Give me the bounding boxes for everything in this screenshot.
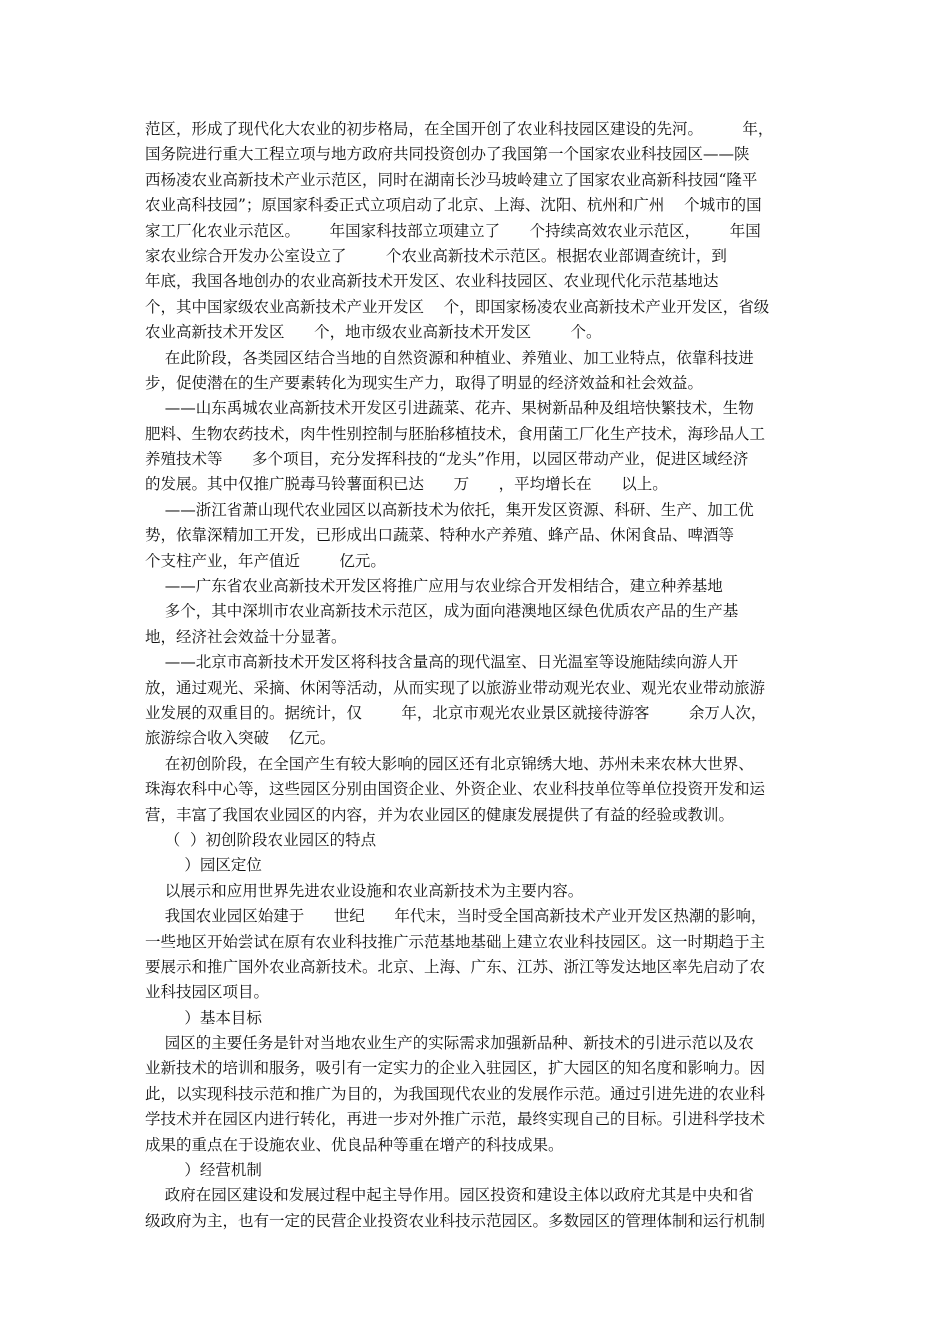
text-line: 个，其中国家级农业高新技术产业开发区 个，即国家杨凌农业高新技术产业开发区，省级 xyxy=(145,297,770,316)
text-line: 政府在园区建设和发展过程中起主导作用。园区投资和建设主体以政府尤其是中央和省 xyxy=(145,1186,754,1205)
text-line: 的发展。其中仅推广脱毒马铃薯面积已达 万 ，平均增长在 以上。 xyxy=(145,475,668,494)
text-line: 要展示和推广国外农业高新技术。北京、上海、广东、江苏、浙江等发达地区率先启动了农 xyxy=(145,957,766,976)
text-line: 范区，形成了现代化大农业的初步格局，在全国开创了农业科技园区建设的先河。 年， xyxy=(145,120,774,138)
body-text xyxy=(145,117,805,1234)
text-line: 一些地区开始尝试在原有农业科技推广示范基地基础上建立农业科技园区。这一时期趋于主 xyxy=(145,932,766,951)
text-line: 农业高新技术开发区 个，地市级农业高新技术开发区 个。 xyxy=(145,323,602,342)
text-line: 放，通过观光、采摘、休闲等活动，从而实现了以旅游业带动观光农业、观光农业带动旅游 xyxy=(145,678,766,697)
text-line: 我国农业园区始建于 世纪 年代末，当时受全国高新技术产业开发区热潮的影响， xyxy=(145,907,767,926)
text-line: 家农业综合开发办公室设立了 个农业高新技术示范区。根据农业部调查统计，到 xyxy=(145,246,727,265)
text-line: 地，经济社会效益十分显著。 xyxy=(145,627,347,646)
text-line: ——山东禹城农业高新技术开发区引进蔬菜、花卉、果树新品种及组培快繁技术，生物 xyxy=(145,399,754,418)
text-line: 业发展的双重目的。据统计，仅 年，北京市观光农业景区就接待游客 余万人次， xyxy=(145,703,767,722)
text-line: 业科技园区项目。 xyxy=(145,983,270,1002)
subsection-heading: ）基本目标 xyxy=(145,1008,262,1027)
section-heading: （ ）初创阶段农业园区的特点 xyxy=(145,830,377,849)
text-line: 步，促使潜在的生产要素转化为现实生产力，取得了明显的经济效益和社会效益。 xyxy=(145,373,704,392)
text-line: 成果的重点在于设施农业、优良品种等重在增产的科技成果。 xyxy=(145,1135,564,1154)
text-line: 多个，其中深圳市农业高新技术示范区，成为面向港澳地区绿色优质农产品的生产基 xyxy=(145,602,739,621)
text-line: 学技术并在园区内进行转化，再进一步对外推广示范，最终实现自己的目标。引进科学技术 xyxy=(145,1110,766,1129)
text-line: 珠海农科中心等，这些园区分别由国资企业、外资企业、农业科技单位等单位投资开发和运 xyxy=(145,780,766,799)
text-line: 家工厂化农业示范区。 年国家科技部立项建立了 个持续高效农业示范区， 年国 xyxy=(145,221,761,240)
text-line: 营，丰富了我国农业园区的内容，并为农业园区的健康发展提供了有益的经验或教训。 xyxy=(145,805,735,824)
text-line: 肥料、生物农药技术，肉牛性别控制与胚胎移植技术，食用菌工厂化生产技术，海珍品人工 xyxy=(145,424,766,443)
text-line: 旅游综合收入突破 亿元。 xyxy=(145,729,336,748)
text-line: 在初创阶段，在全国产生有较大影响的园区还有北京锦绣大地、苏州未来农林大世界、 xyxy=(145,754,754,773)
text-line: 年底，我国各地创办的农业高新技术开发区、农业科技园区、农业现代化示范基地达 xyxy=(145,272,719,291)
text-line: 个支柱产业，年产值近 亿元。 xyxy=(145,551,386,570)
text-line: 势，依靠深精加工开发，已形成出口蔬菜、特种水产养殖、蜂产品、休闲食品、啤酒等 xyxy=(145,526,735,545)
text-line: 业新技术的培训和服务，吸引有一定实力的企业入驻园区，扩大园区的知名度和影响力。因 xyxy=(145,1059,766,1078)
text-line: ——浙江省萧山现代农业园区以高新技术为依托，集开发区资源、科研、生产、加工优 xyxy=(145,500,754,519)
text-line: 此，以实现科技示范和推广为目的，为我国现代农业的发展作示范。通过引进先进的农业科 xyxy=(145,1084,766,1103)
text-line: 西杨凌农业高新技术产业示范区，同时在湖南长沙马坡岭建立了国家农业高新科技园“隆平 xyxy=(145,170,758,189)
text-line: ——广东省农业高新技术开发区将推广应用与农业综合开发相结合，建立种养基地 xyxy=(145,577,723,596)
text-line: 以展示和应用世界先进农业设施和农业高新技术为主要内容。 xyxy=(145,881,584,900)
text-line: 在此阶段，各类园区结合当地的自然资源和种植业、养殖业、加工业特点，依靠科技进 xyxy=(145,348,754,367)
text-line: ——北京市高新技术开发区将科技含量高的现代温室、日光温室等设施陆续向游人开 xyxy=(145,653,739,672)
text-line: 养殖技术等 多个项目，充分发挥科技的“龙头”作用，以园区带动产业，促进区域经济 xyxy=(145,450,749,469)
text-line: 级政府为主，也有一定的民营企业投资农业科技示范园区。多数园区的管理体制和运行机制 xyxy=(145,1211,766,1230)
subsection-heading: ）园区定位 xyxy=(145,856,262,875)
text-line: 园区的主要任务是针对当地农业生产的实际需求加强新品种、新技术的引进示范以及农 xyxy=(145,1034,754,1053)
text-line: 国务院进行重大工程立项与地方政府共同投资创办了我国第一个国家农业科技园区——陕 xyxy=(145,145,750,164)
subsection-heading: ）经营机制 xyxy=(145,1161,262,1180)
text-line: 农业高科技园”；原国家科委正式立项启动了北京、上海、沈阳、杭州和广州 个城市的国 xyxy=(145,196,762,215)
